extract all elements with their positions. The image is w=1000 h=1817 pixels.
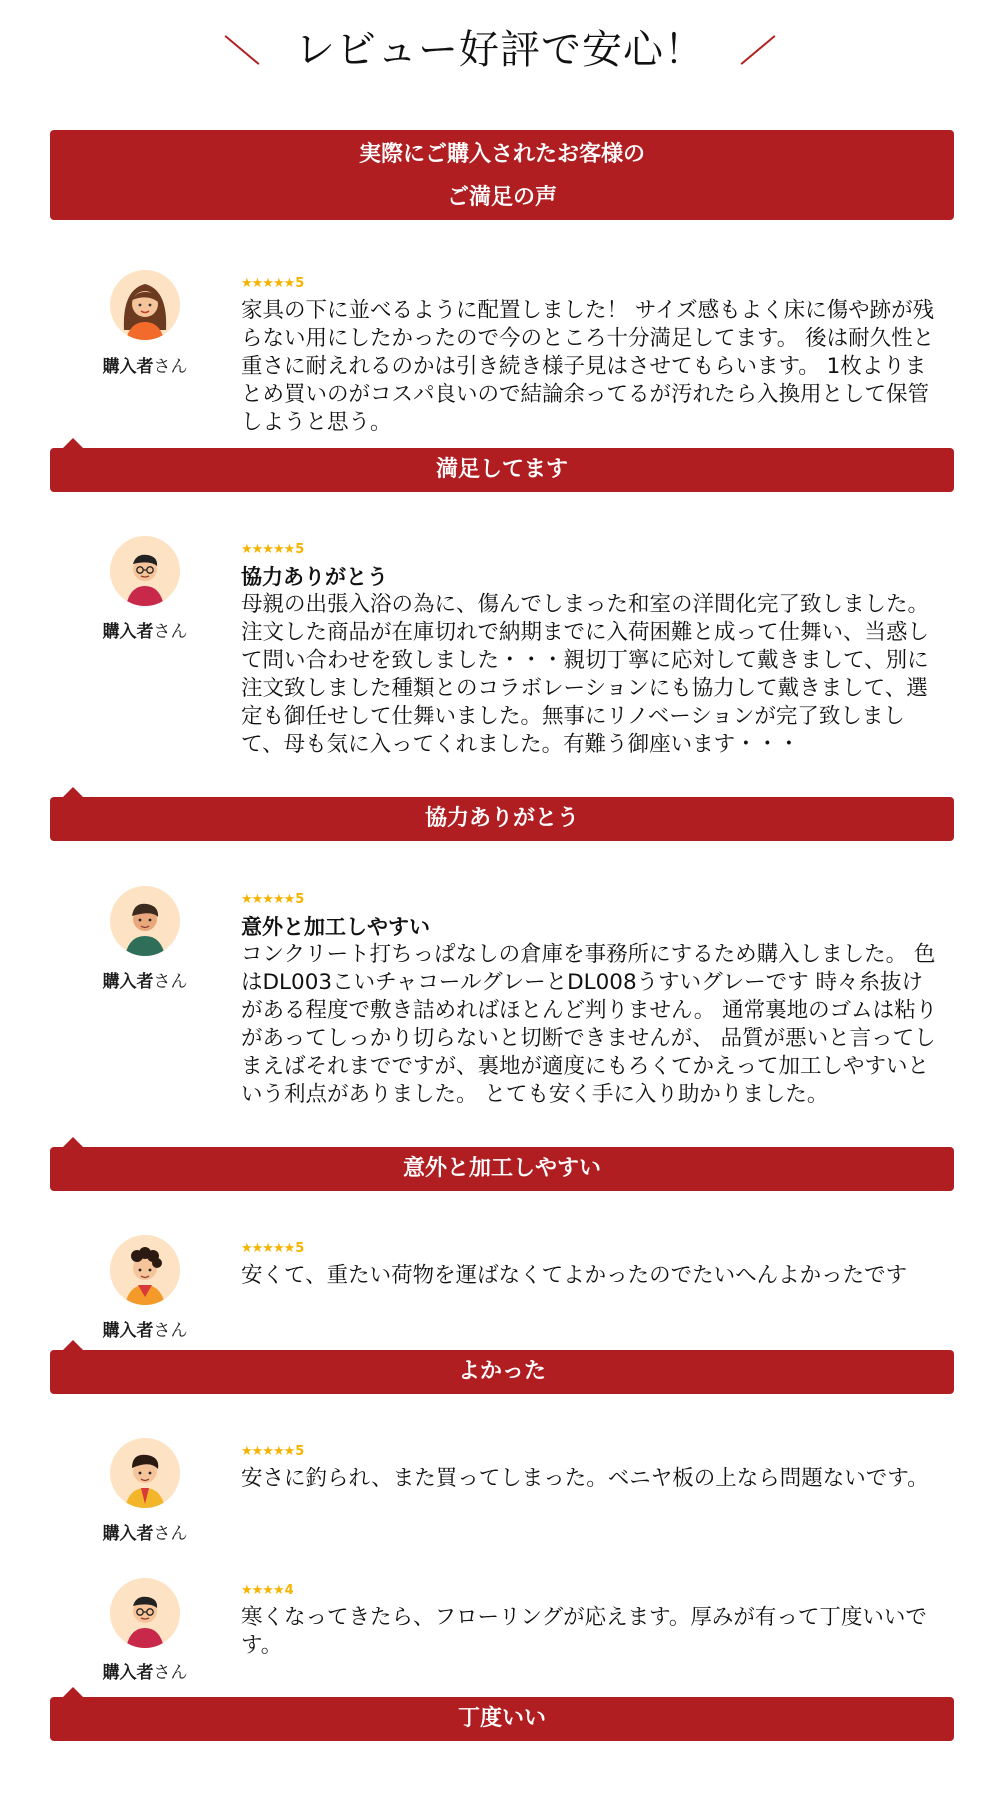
band-notch (62, 1687, 84, 1698)
review-summary-label: 満足してます (435, 457, 568, 482)
buyer-label: 購入者さん (102, 357, 188, 377)
band-notch (62, 1340, 84, 1351)
man-yellow-shirt-avatar (110, 1438, 180, 1508)
review-summary-band (50, 797, 954, 841)
review-summary-band (50, 1147, 954, 1191)
man-glasses-avatar (110, 1578, 180, 1648)
review-text: 安くて、重たい荷物を運ばなくてよかったのでたいへんよかったです (241, 1263, 908, 1288)
star-rating: ★★★★4 (241, 1583, 294, 1598)
star-rating: ★★★★★5 (241, 276, 305, 291)
buyer-label: 購入者さん (102, 972, 188, 992)
buyer-label: 購入者さん (102, 622, 188, 642)
star-rating: ★★★★★5 (241, 1241, 305, 1256)
star-rating: ★★★★★5 (241, 1444, 305, 1459)
review-title: 協力ありがとう (241, 565, 388, 589)
intro-banner-line1: 実際にご購入されたお客様の (358, 142, 645, 167)
buyer-label: 購入者さん (102, 1524, 188, 1544)
review-text: 寒くなってきたら、フローリングが応えます。厚みが有って丁度いいです。 (241, 1605, 927, 1658)
review-summary-band (50, 1350, 954, 1394)
review-text: 母親の出張入浴の為に、傷んでしまった和室の洋間化完了致しました。注文した商品が在庫切れで納期までに入荷困難と成って仕舞い、当惑して問い合わせを致しました・・・親切丁寧に応対して戴きまして、別に注文致しました種類とのコラボレーションにも協力して戴きまして、選定も御任せして仕舞いました。無事にリノベーションが完了致しまして、母も気に入ってくれました。有難う御座います・・・ (241, 592, 930, 757)
review-title: 意外と加工しやすい (241, 915, 430, 939)
buyer-label: 購入者さん (102, 1321, 188, 1341)
review-summary-label: 意外と加工しやすい (402, 1156, 601, 1181)
man-glasses-avatar (110, 536, 180, 606)
review-summary-label: よかった (457, 1359, 546, 1384)
review-text: 家具の下に並べるように配置しました！ サイズ感もよく床に傷や跡が残らない用にしたかったので今のところ十分満足してます。 後は耐久性と重さに耐えれるのかは引き続き様子見はさせてもらいます。 1枚よりまとめ買いのがコスパ良いので結論余ってるが汚れたら入換用として保管しようと思う。 (241, 298, 935, 435)
review-text: 安さに釣られ、また買ってしまった。ベニヤ板の上なら問題ないです。 (241, 1466, 929, 1491)
review-summary-label: 協力ありがとう (424, 806, 579, 831)
review-summary-band (50, 448, 954, 492)
star-rating: ★★★★★5 (241, 892, 305, 907)
band-notch (62, 1137, 84, 1148)
man-green-shirt-avatar (110, 886, 180, 956)
band-notch (62, 787, 84, 798)
intro-banner (50, 130, 954, 220)
review-summary-band (50, 1697, 954, 1741)
intro-banner-line2: ご満足の声 (446, 185, 557, 210)
review-summary-label: 丁度いい (457, 1706, 546, 1731)
review-text: コンクリート打ちっぱなしの倉庫を事務所にするため購入しました。 色はDL003こいチャコールグレーとDL008うすいグレーです 時々糸抜けがある程度で敷き詰めればほとんど判りません。 通常裏地のゴムは粘りがあってしっかり切らないと切断できませんが、 品質が悪いと言ってしまえばそれまでですが、裏地が適度にもろくてかえって加工しやすいという利点がありました。 とても安く手に入り助かりました。 (241, 942, 938, 1107)
page-title: レビュー好評で安心！ (295, 27, 705, 73)
star-rating: ★★★★★5 (241, 542, 305, 557)
band-notch (62, 438, 84, 449)
buyer-label: 購入者さん (102, 1663, 188, 1683)
woman-curly-hair-avatar (110, 1235, 180, 1305)
woman-brown-hair-avatar (110, 270, 180, 340)
